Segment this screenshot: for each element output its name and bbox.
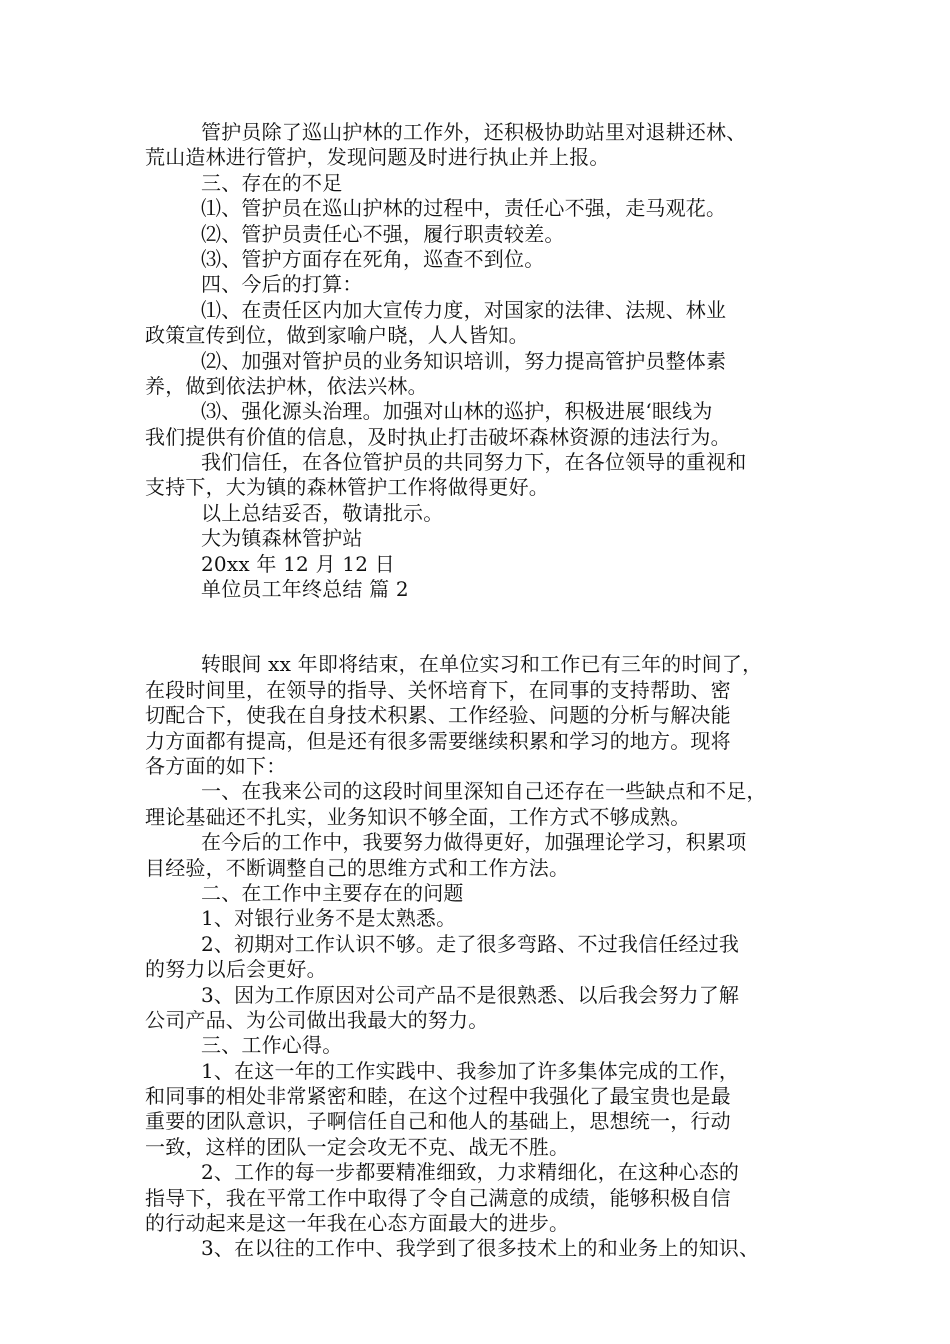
paragraph-line: 一、在我来公司的这段时间里深知自己还存在一些缺点和不足， — [201, 779, 767, 804]
section-heading: 三、工作心得。 — [201, 1033, 343, 1058]
document-body — [145, 120, 815, 1262]
signature-org: 大为镇森林管护站 — [201, 526, 363, 551]
paragraph-line: 一致，这样的团队一定会攻无不克、战无不胜。 — [145, 1134, 570, 1159]
list-item: 3、因为工作原因对公司产品不是很熟悉、以后我会努力了解 — [201, 982, 740, 1007]
section-heading: 三、存在的不足 — [201, 170, 343, 195]
section-heading: 二、在工作中主要存在的问题 — [201, 880, 464, 905]
paragraph-line: 理论基础还不扎实，业务知识不够全面，工作方式不够成熟。 — [145, 804, 691, 829]
paragraph-line: 和同事的相处非常紧密和睦，在这个过程中我强化了最宝贵也是最 — [145, 1084, 731, 1109]
list-item: ⑵、加强对管护员的业务知识培训，努力提高管护员整体素 — [201, 348, 727, 373]
paragraph-line: 以上总结妥否，敬请批示。 — [201, 500, 444, 525]
list-item: ⑶、强化源头治理。加强对山林的巡护，积极进展‘眼线为 — [201, 399, 713, 424]
paragraph-line: 公司产品、为公司做出我最大的努力。 — [145, 1007, 489, 1032]
paragraph-line: 政策宣传到位，做到家喻户晓，人人皆知。 — [145, 323, 529, 348]
list-item: 2、工作的每一步都要精准细致，力求精细化，在这种心态的 — [201, 1160, 740, 1185]
blank-spacer — [145, 602, 815, 652]
paragraph-line: 目经验，不断调整自己的思维方式和工作方法。 — [145, 855, 570, 880]
paragraph-line: 在今后的工作中，我要努力做得更好，加强理论学习，积累项 — [201, 830, 747, 855]
section-heading: 四、今后的打算： — [201, 272, 363, 297]
list-item: ⑵、管护员责任心不强，履行职责较差。 — [201, 221, 565, 246]
paragraph-line: 重要的团队意识，子啊信任自己和他人的基础上，思想统一，行动 — [145, 1109, 731, 1134]
paragraph-line: 养，做到依法护林，依法兴林。 — [145, 373, 428, 398]
list-item: 2、初期对工作认识不够。走了很多弯路、不过我信任经过我 — [201, 931, 740, 956]
paragraph-line: 支持下，大为镇的森林管护工作将做得更好。 — [145, 475, 549, 500]
paragraph-line: 的行动起来是这一年我在心态方面最大的进步。 — [145, 1211, 570, 1236]
paragraph-line: 转眼间 xx 年即将结束，在单位实习和工作已有三年的时间了， — [201, 652, 763, 677]
paragraph-line: 各方面的如下： — [145, 753, 287, 778]
list-item: ⑴、在责任区内加大宣传力度，对国家的法律、法规、林业 — [201, 297, 727, 322]
list-item: 1、在这一年的工作实践中、我参加了许多集体完成的工作， — [201, 1058, 740, 1083]
article-title: 单位员工年终总结 篇 2 — [201, 577, 409, 602]
signature-date: 20xx 年 12 月 12 日 — [201, 551, 395, 576]
paragraph-line: 指导下，我在平常工作中取得了令自己满意的成绩，能够积极自信 — [145, 1185, 731, 1210]
paragraph-line: 我们信任，在各位管护员的共同努力下，在各位领导的重视和 — [201, 450, 747, 475]
list-item: 1、对银行业务不是太熟悉。 — [201, 906, 457, 931]
list-item: 3、在以往的工作中、我学到了很多技术上的和业务上的知识、 — [201, 1236, 760, 1261]
list-item: ⑴、管护员在巡山护林的过程中，责任心不强，走马观花。 — [201, 196, 727, 221]
paragraph-line: 我们提供有价值的信息，及时执止打击破坏森林资源的违法行为。 — [145, 424, 731, 449]
paragraph-line: 在段时间里，在领导的指导、关怀培育下，在同事的支持帮助、密 — [145, 677, 731, 702]
paragraph-line: 管护员除了巡山护林的工作外，还积极协助站里对退耕还林、 — [201, 120, 747, 144]
paragraph-line: 荒山造林进行管护，发现问题及时进行执止并上报。 — [145, 145, 610, 170]
paragraph-line: 切配合下，使我在自身技术积累、工作经验、问题的分析与解决能 — [145, 703, 731, 728]
paragraph-line: 的努力以后会更好。 — [145, 957, 327, 982]
paragraph-line: 力方面都有提高，但是还有很多需要继续积累和学习的地方。现将 — [145, 728, 731, 753]
list-item: ⑶、管护方面存在死角，巡查不到位。 — [201, 246, 545, 271]
